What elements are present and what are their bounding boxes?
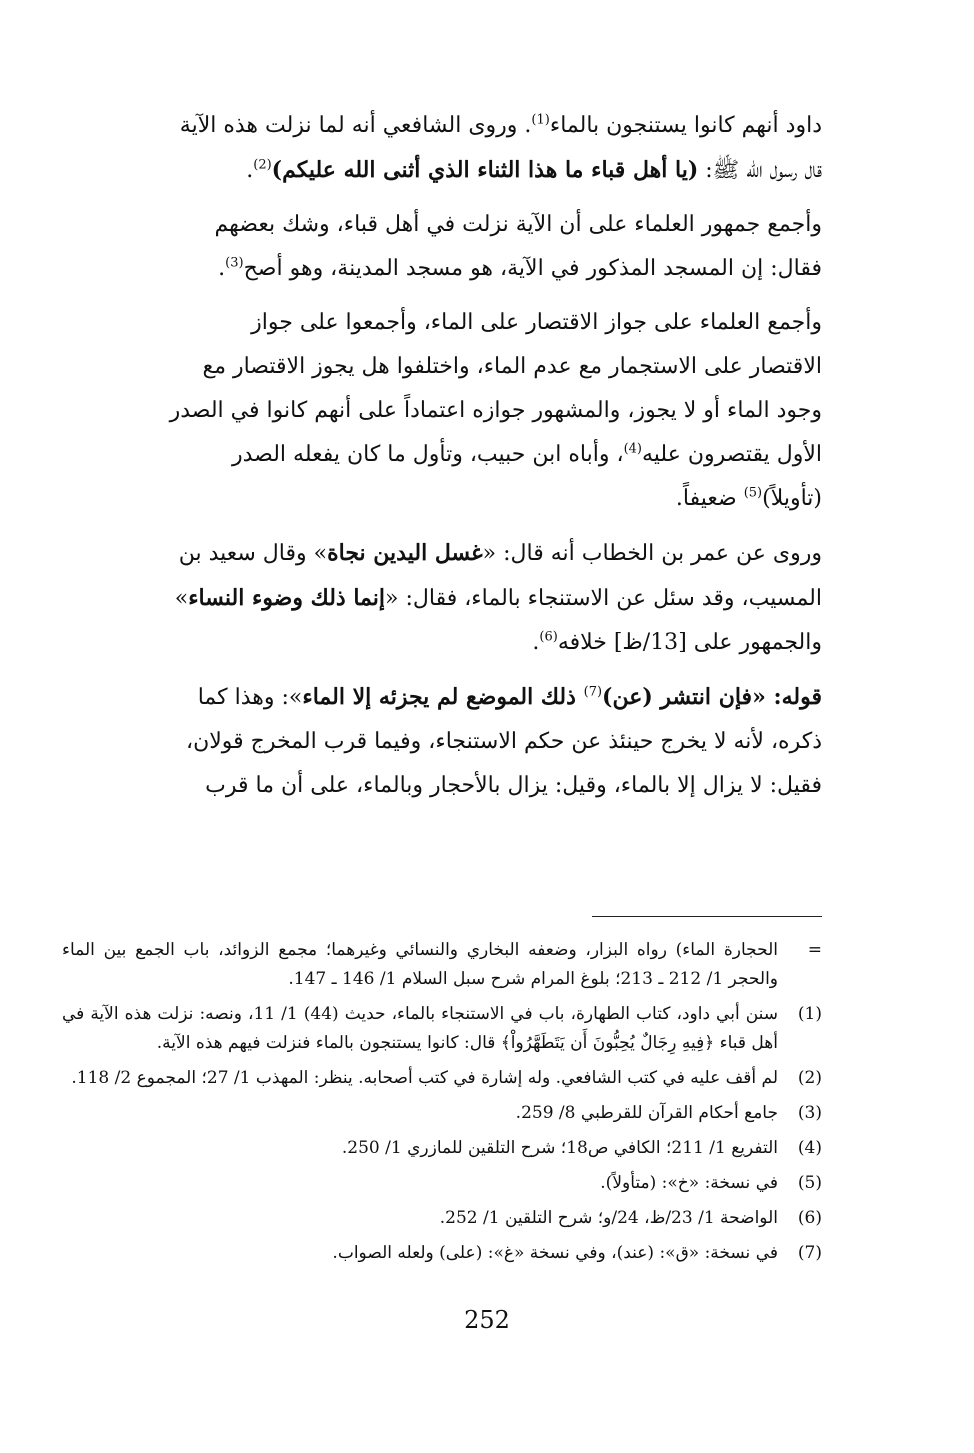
text-line [62,203,822,247]
text-segment: وروى عن عمر بن الخطاب أنه قال: « [482,541,822,566]
footnote [62,936,822,994]
text-segment: داود أنهم كانوا يستنجون بالماء [549,113,822,138]
footnote [62,1000,822,1058]
text-line [62,148,822,193]
paragraph [62,203,822,291]
footnote-number: (1) [797,1004,822,1024]
footnote [62,1099,822,1128]
footnote-text: الواضحة 1/ 23/ظ، 24/و؛ شرح التلقين 1/ 252. [439,1208,778,1228]
quoted-text: قوله: « [752,684,822,710]
text-segment: » [174,586,189,611]
footnote-text: لم أقف عليه في كتب الشافعي. وله إشارة في كتب أصحابه. ينظر: المهذب 1/ 27؛ المجموع 2/ 118. [71,1068,778,1088]
footnote-ref: (4) [623,441,642,457]
footnote-ref: (6) [539,629,558,645]
text-line [62,345,822,389]
text-line [62,720,822,764]
footnote [62,1239,822,1268]
quoted-text: (يا أهل قباء ما هذا الثناء الذي أثنى الله عليكم) [271,157,699,183]
text-segment: فقال: إن المسجد المذكور في الآية، هو مسجد المدينة، وهو أصح [243,256,822,281]
footnote-text: جامع أحكام القرآن للقرطبي 8/ 259. [515,1103,778,1123]
footnote-text: في نسخة: «خ»: (متأولاً). [600,1173,778,1193]
footnotes [62,936,822,1274]
text-segment: وأجمع العلماء على جواز الاقتصار على الماء، وأجمعوا على جواز [251,310,822,335]
text-line [62,247,822,291]
quoted-text: فإن انتشر (عن) [602,684,753,710]
text-line [62,433,822,477]
text-segment: (تأويلاً) [762,486,822,511]
footnote-ref: (3) [225,255,244,271]
footnote [62,1134,822,1163]
footnote-number: (7) [797,1243,822,1263]
text-segment: ، وأباه ابن حبيب، وتأول ما كان يفعله الصدر [231,442,624,467]
text-segment: . [246,158,254,183]
footnote-divider [592,916,822,917]
text-line [62,531,822,576]
quoted-text: ذلك الموضع لم يجزئه إلا الماء [302,684,584,710]
paragraph [62,675,822,808]
text-line [62,477,822,521]
text-line [62,621,822,665]
text-segment: وجود الماء أو لا يجوز، والمشهور جوازه اعتماداً على أنهم كانوا في الصدر [169,398,822,423]
footnote-ref: (5) [743,485,763,501]
text-segment: ذكره، لأنه لا يخرج حينئذ عن حكم الاستنجاء، وفيما قرب المخرج قولان، [185,729,822,754]
main-text [62,104,822,808]
text-segment: وأجمع جمهور العلماء على أن الآية نزلت في أهل قباء، وشك بعضهم [214,212,822,237]
footnote-number: (2) [797,1068,822,1088]
text-segment: الأول يقتصرون عليه [642,442,822,467]
footnote-number: (3) [797,1103,822,1123]
footnote-number: (4) [797,1138,822,1158]
footnote-text: سنن أبي داود، كتاب الطهارة، باب في الاستنجاء بالماء، حديث (44) 1/ 11، ونصه: نزلت هذه الآية في أهل قباء ﴿فِيهِ رِجَالٌ يُحِبُّونَ أَن يَتَطَهَّرُواْ﴾ قال: كانوا يستنجون بالماء فنزلت فيهم هذه الآية. [62,1004,779,1053]
footnote-ref: (2) [253,157,272,173]
text-segment: قال رسول الله ﷺ: [698,158,822,183]
text-segment: والجمهور على [13/ظ] خلافه [557,630,822,655]
text-segment: . وروى الشافعي أنه لما نزلت هذه الآية [179,113,532,138]
text-line [62,389,822,433]
paragraph [62,531,822,665]
paragraph [62,104,822,193]
paragraph [62,301,822,521]
text-segment: » وقال سعيد بن [178,541,328,566]
quoted-text: إنما ذلك وضوء النساء [188,585,386,611]
footnote-number: = [807,940,822,960]
quoted-text: غسل اليدين نجاة [327,540,483,566]
text-segment: »: وهذا كما [197,685,303,710]
footnote-number: (5) [797,1173,822,1193]
footnote-text: الحجارة الماء) رواه البزار، وضعفه البخاري والنسائي وغيرهما؛ مجمع الزوائد، باب الجمع بين الماء والحجر 1/ 212 ـ 213؛ بلوغ المرام شرح سبل السلام 1/ 146 ـ 147. [62,940,778,989]
footnote-text: التفريع 1/ 211؛ الكافي ص18؛ شرح التلقين للمازري 1/ 250. [341,1138,778,1158]
text-segment: المسيب، وقد سئل عن الاستنجاء بالماء، فقال: « [385,586,822,611]
page-body [62,104,822,1263]
footnote [62,1064,822,1093]
text-line [62,576,822,621]
text-segment: الاقتصار على الاستجمار مع عدم الماء، واختلفوا هل يجوز الاقتصار مع [202,354,822,379]
footnote-ref: (1) [531,112,550,128]
text-line [62,104,822,148]
text-line [62,301,822,345]
footnote [62,1204,822,1233]
text-segment: . [532,630,540,655]
footnote-text: في نسخة: «ق»: (عند)، وفي نسخة «غ»: (على) ولعله الصواب. [332,1243,778,1263]
footnote [62,1169,822,1198]
footnote-ref: (7) [583,684,603,700]
text-line [62,675,822,720]
text-line [62,764,822,808]
footnote-number: (6) [797,1208,822,1228]
text-segment: ضعيفاً. [675,486,744,511]
page-number: 252 [464,1306,510,1334]
text-segment: فقيل: لا يزال إلا بالماء، وقيل: يزال بالأحجار وبالماء، على أن ما قرب [205,773,822,798]
text-segment: . [218,256,226,281]
